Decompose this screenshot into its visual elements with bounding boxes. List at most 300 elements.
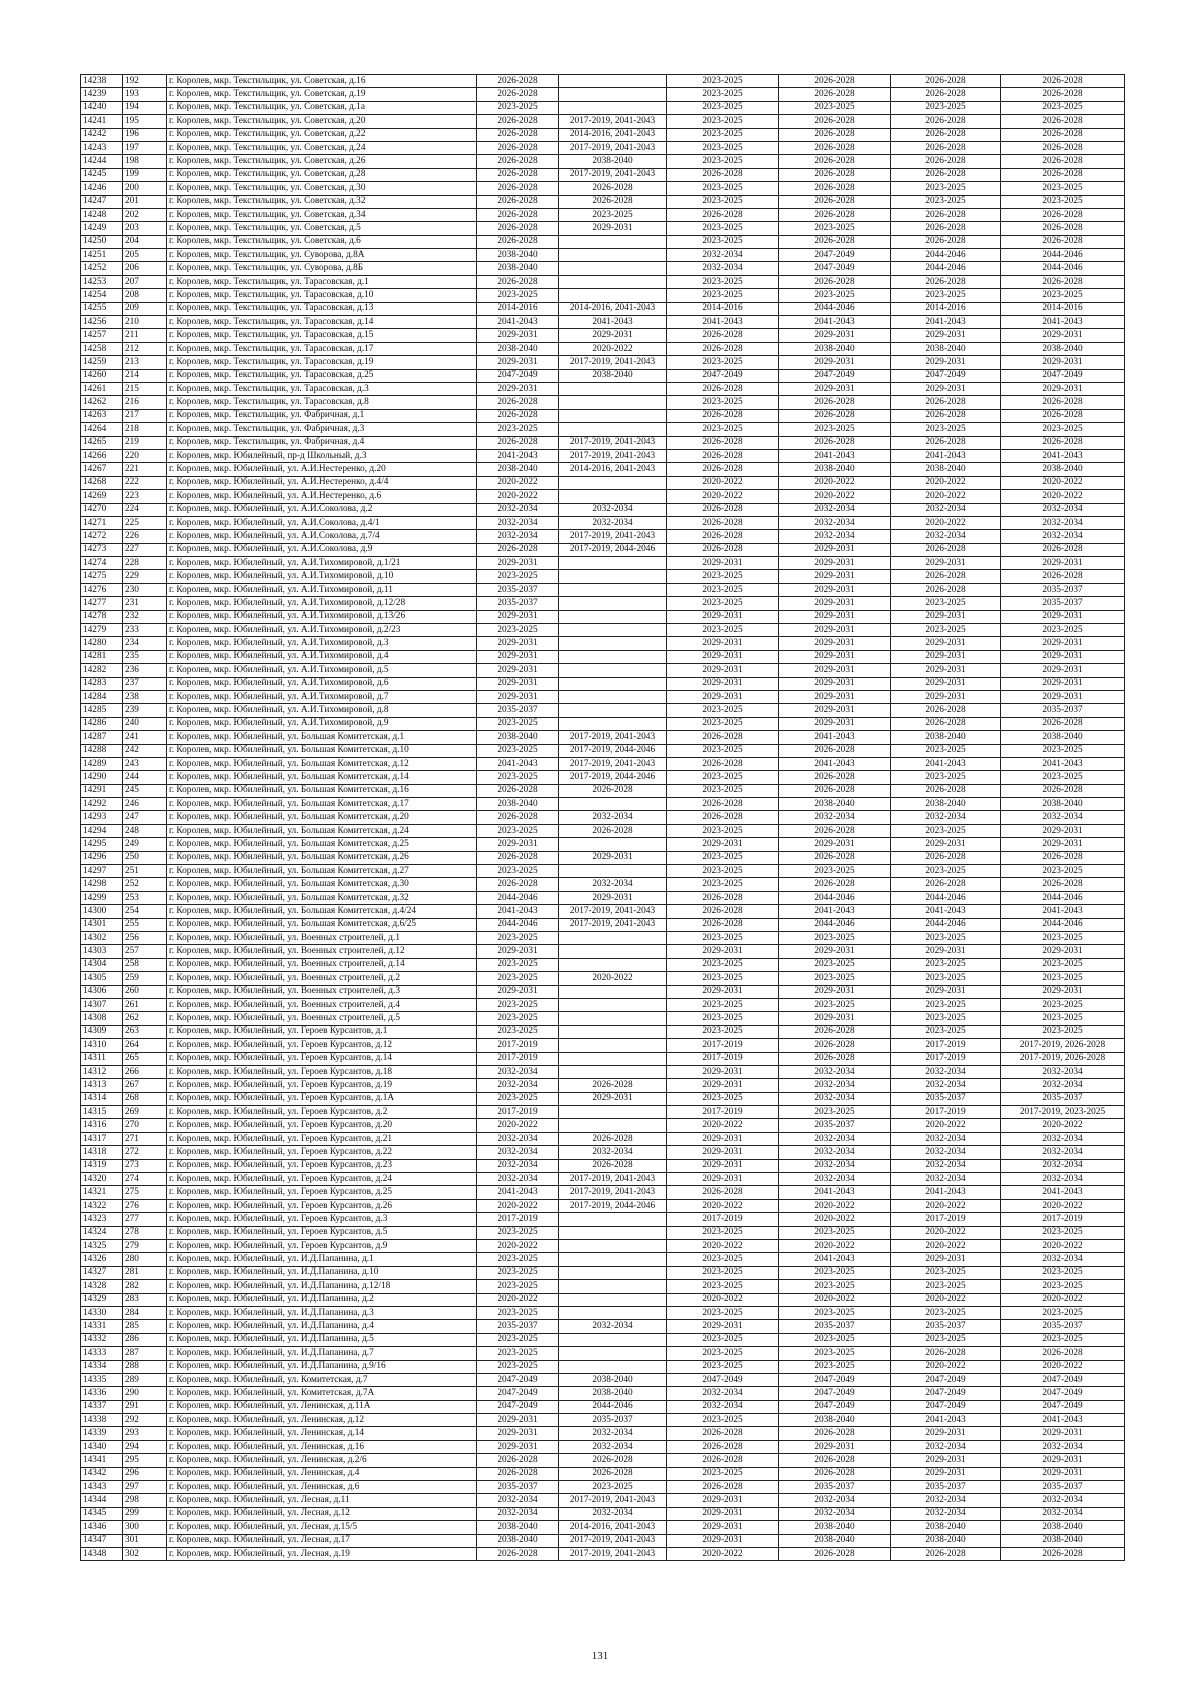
- period-2-cell: 2014-2016, 2041-2043: [559, 463, 667, 476]
- period-4-cell: 2026-2028: [779, 1547, 891, 1560]
- period-6-cell: 2032-2034: [1001, 811, 1125, 824]
- period-4-cell: 2032-2034: [779, 503, 891, 516]
- address-cell: г. Королев, мкр. Текстильщик, ул. Тарасовская, д.8: [167, 396, 477, 409]
- address-cell: г. Королев, мкр. Юбилейный, ул. Героев Курсантов, д.9: [167, 1239, 477, 1252]
- row-id-cell: 14347: [81, 1534, 123, 1547]
- period-6-cell: 2041-2043: [1001, 757, 1125, 770]
- period-6-cell: 2035-2037: [1001, 704, 1125, 717]
- period-6-cell: 2044-2046: [1001, 918, 1125, 931]
- table-row: [81, 905, 1125, 918]
- period-5-cell: 2032-2034: [891, 1132, 1001, 1145]
- row-id-cell: 14285: [81, 704, 123, 717]
- row-number-cell: 288: [123, 1360, 167, 1373]
- row-number-cell: 279: [123, 1239, 167, 1252]
- table-row: [81, 824, 1125, 837]
- period-2-cell: 2017-2019, 2041-2043: [559, 168, 667, 181]
- period-4-cell: 2023-2025: [779, 1280, 891, 1293]
- address-cell: г. Королев, мкр. Юбилейный, ул. Лесная, д.12: [167, 1507, 477, 1520]
- row-number-cell: 267: [123, 1079, 167, 1092]
- row-number-cell: 282: [123, 1280, 167, 1293]
- period-4-cell: 2047-2049: [779, 262, 891, 275]
- row-id-cell: 14298: [81, 878, 123, 891]
- period-6-cell: 2038-2040: [1001, 1534, 1125, 1547]
- row-id-cell: 14241: [81, 115, 123, 128]
- period-4-cell: 2020-2022: [779, 476, 891, 489]
- period-3-cell: 2026-2028: [667, 918, 779, 931]
- period-2-cell: [559, 396, 667, 409]
- address-cell: г. Королев, мкр. Юбилейный, ул. Большая Комитетская, д.12: [167, 757, 477, 770]
- row-number-cell: 301: [123, 1534, 167, 1547]
- period-1-cell: 2038-2040: [477, 342, 559, 355]
- row-id-cell: 14323: [81, 1213, 123, 1226]
- period-6-cell: 2023-2025: [1001, 182, 1125, 195]
- row-number-cell: 272: [123, 1146, 167, 1159]
- period-3-cell: 2026-2028: [667, 543, 779, 556]
- period-3-cell: 2029-2031: [667, 1159, 779, 1172]
- table-row: [81, 1481, 1125, 1494]
- period-2-cell: [559, 677, 667, 690]
- period-6-cell: 2038-2040: [1001, 463, 1125, 476]
- address-cell: г. Королев, мкр. Юбилейный, ул. Лесная, д.17: [167, 1534, 477, 1547]
- row-number-cell: 271: [123, 1132, 167, 1145]
- period-2-cell: [559, 1239, 667, 1252]
- period-5-cell: 2023-2025: [891, 958, 1001, 971]
- row-number-cell: 296: [123, 1467, 167, 1480]
- period-4-cell: 2038-2040: [779, 342, 891, 355]
- period-5-cell: 2047-2049: [891, 369, 1001, 382]
- period-3-cell: 2023-2025: [667, 1226, 779, 1239]
- period-4-cell: 2041-2043: [779, 1186, 891, 1199]
- period-2-cell: 2032-2034: [559, 516, 667, 529]
- period-5-cell: 2032-2034: [891, 503, 1001, 516]
- row-number-cell: 252: [123, 878, 167, 891]
- period-5-cell: 2038-2040: [891, 463, 1001, 476]
- period-5-cell: 2026-2028: [891, 436, 1001, 449]
- period-6-cell: 2032-2034: [1001, 1494, 1125, 1507]
- period-4-cell: 2044-2046: [779, 891, 891, 904]
- address-cell: г. Королев, мкр. Юбилейный, ул. Героев Курсантов, д.2: [167, 1106, 477, 1119]
- table-row: [81, 1065, 1125, 1078]
- row-id-cell: 14274: [81, 557, 123, 570]
- period-2-cell: [559, 932, 667, 945]
- address-cell: г. Королев, мкр. Юбилейный, ул. И.Д.Папанина, д.3: [167, 1306, 477, 1319]
- period-5-cell: 2023-2025: [891, 932, 1001, 945]
- period-4-cell: 2023-2025: [779, 1106, 891, 1119]
- period-3-cell: 2023-2025: [667, 1025, 779, 1038]
- period-5-cell: 2041-2043: [891, 316, 1001, 329]
- period-4-cell: 2023-2025: [779, 1266, 891, 1279]
- address-cell: г. Королев, мкр. Юбилейный, ул. Героев Курсантов, д.14: [167, 1052, 477, 1065]
- row-id-cell: 14278: [81, 610, 123, 623]
- period-5-cell: 2020-2022: [891, 1293, 1001, 1306]
- period-2-cell: 2017-2019, 2041-2043: [559, 1534, 667, 1547]
- address-cell: г. Королев, мкр. Юбилейный, ул. А.И.Нестеренко, д.20: [167, 463, 477, 476]
- period-5-cell: 2032-2034: [891, 1507, 1001, 1520]
- period-6-cell: 2023-2025: [1001, 1025, 1125, 1038]
- period-5-cell: 2029-2031: [891, 637, 1001, 650]
- period-2-cell: [559, 664, 667, 677]
- period-4-cell: 2047-2049: [779, 1373, 891, 1386]
- period-2-cell: 2032-2034: [559, 1440, 667, 1453]
- row-number-cell: 269: [123, 1106, 167, 1119]
- address-cell: г. Королев, мкр. Юбилейный, ул. Ленинская, д.16: [167, 1440, 477, 1453]
- row-id-cell: 14302: [81, 932, 123, 945]
- period-3-cell: 2023-2025: [667, 1280, 779, 1293]
- period-3-cell: 2023-2025: [667, 1253, 779, 1266]
- period-6-cell: 2029-2031: [1001, 329, 1125, 342]
- address-cell: г. Королев, мкр. Юбилейный, ул. Героев Курсантов, д.20: [167, 1119, 477, 1132]
- period-1-cell: 2032-2034: [477, 1132, 559, 1145]
- period-4-cell: 2026-2028: [779, 128, 891, 141]
- row-number-cell: 280: [123, 1253, 167, 1266]
- period-3-cell: 2020-2022: [667, 1293, 779, 1306]
- period-6-cell: 2020-2022: [1001, 1199, 1125, 1212]
- period-3-cell: 2026-2028: [667, 382, 779, 395]
- period-5-cell: 2020-2022: [891, 516, 1001, 529]
- period-6-cell: 2026-2028: [1001, 436, 1125, 449]
- period-2-cell: [559, 1052, 667, 1065]
- period-5-cell: 2020-2022: [891, 1226, 1001, 1239]
- period-6-cell: 2026-2028: [1001, 275, 1125, 288]
- period-2-cell: [559, 1106, 667, 1119]
- period-4-cell: 2026-2028: [779, 1467, 891, 1480]
- period-1-cell: 2032-2034: [477, 1159, 559, 1172]
- period-4-cell: 2026-2028: [779, 396, 891, 409]
- period-1-cell: 2047-2049: [477, 369, 559, 382]
- period-6-cell: 2038-2040: [1001, 798, 1125, 811]
- period-4-cell: 2041-2043: [779, 731, 891, 744]
- row-number-cell: 258: [123, 958, 167, 971]
- period-5-cell: 2017-2019: [891, 1039, 1001, 1052]
- row-id-cell: 14328: [81, 1280, 123, 1293]
- table-row: [81, 784, 1125, 797]
- period-3-cell: 2029-2031: [667, 1146, 779, 1159]
- table-row: [81, 356, 1125, 369]
- period-4-cell: 2023-2025: [779, 1333, 891, 1346]
- address-cell: г. Королев, мкр. Текстильщик, ул. Тарасовская, д.19: [167, 356, 477, 369]
- period-2-cell: 2044-2046: [559, 1400, 667, 1413]
- table-row: [81, 664, 1125, 677]
- row-id-cell: 14243: [81, 141, 123, 154]
- period-1-cell: 2041-2043: [477, 905, 559, 918]
- table-row: [81, 449, 1125, 462]
- row-number-cell: 261: [123, 998, 167, 1011]
- period-3-cell: 2023-2025: [667, 155, 779, 168]
- period-5-cell: 2020-2022: [891, 1360, 1001, 1373]
- table-row: [81, 543, 1125, 556]
- period-4-cell: 2026-2028: [779, 409, 891, 422]
- period-5-cell: 2026-2028: [891, 208, 1001, 221]
- row-number-cell: 255: [123, 918, 167, 931]
- period-3-cell: 2023-2025: [667, 865, 779, 878]
- address-cell: г. Королев, мкр. Текстильщик, ул. Тарасовская, д.17: [167, 342, 477, 355]
- period-3-cell: 2023-2025: [667, 88, 779, 101]
- period-5-cell: 2023-2025: [891, 744, 1001, 757]
- period-3-cell: 2023-2025: [667, 784, 779, 797]
- row-number-cell: 193: [123, 88, 167, 101]
- row-id-cell: 14334: [81, 1360, 123, 1373]
- period-1-cell: 2029-2031: [477, 382, 559, 395]
- row-id-cell: 14329: [81, 1293, 123, 1306]
- address-cell: г. Королев, мкр. Юбилейный, ул. А.И.Тихомировой, д.12/28: [167, 597, 477, 610]
- period-4-cell: 2038-2040: [779, 1414, 891, 1427]
- table-row: [81, 1280, 1125, 1293]
- period-5-cell: 2029-2031: [891, 664, 1001, 677]
- period-1-cell: 2029-2031: [477, 329, 559, 342]
- period-4-cell: 2029-2031: [779, 664, 891, 677]
- period-1-cell: 2029-2031: [477, 690, 559, 703]
- row-number-cell: 230: [123, 583, 167, 596]
- row-id-cell: 14316: [81, 1119, 123, 1132]
- row-id-cell: 14275: [81, 570, 123, 583]
- address-cell: г. Королев, мкр. Текстильщик, ул. Фабричная, д.4: [167, 436, 477, 449]
- period-2-cell: [559, 704, 667, 717]
- row-number-cell: 218: [123, 423, 167, 436]
- period-5-cell: 2044-2046: [891, 262, 1001, 275]
- period-3-cell: 2029-2031: [667, 838, 779, 851]
- row-number-cell: 238: [123, 690, 167, 703]
- period-5-cell: 2023-2025: [891, 824, 1001, 837]
- table-row: [81, 115, 1125, 128]
- period-3-cell: 2023-2025: [667, 396, 779, 409]
- period-5-cell: 2023-2025: [891, 1306, 1001, 1319]
- address-cell: г. Королев, мкр. Юбилейный, ул. Ленинская, д.6: [167, 1481, 477, 1494]
- row-id-cell: 14256: [81, 316, 123, 329]
- row-id-cell: 14296: [81, 851, 123, 864]
- table-row: [81, 1521, 1125, 1534]
- row-number-cell: 195: [123, 115, 167, 128]
- period-2-cell: 2017-2019, 2041-2043: [559, 530, 667, 543]
- period-5-cell: 2047-2049: [891, 1373, 1001, 1386]
- period-1-cell: 2026-2028: [477, 1547, 559, 1560]
- period-2-cell: 2017-2019, 2044-2046: [559, 744, 667, 757]
- period-4-cell: 2029-2031: [779, 637, 891, 650]
- period-5-cell: 2029-2031: [891, 557, 1001, 570]
- period-1-cell: 2038-2040: [477, 1534, 559, 1547]
- period-6-cell: 2038-2040: [1001, 731, 1125, 744]
- period-3-cell: 2029-2031: [667, 985, 779, 998]
- table-row: [81, 677, 1125, 690]
- period-3-cell: 2029-2031: [667, 1521, 779, 1534]
- address-cell: г. Королев, мкр. Юбилейный, ул. Военных строителей, д.3: [167, 985, 477, 998]
- period-4-cell: 2023-2025: [779, 998, 891, 1011]
- period-5-cell: 2029-2031: [891, 356, 1001, 369]
- address-cell: г. Королев, мкр. Юбилейный, ул. А.И.Тихомировой, д.4: [167, 650, 477, 663]
- period-5-cell: 2026-2028: [891, 570, 1001, 583]
- period-2-cell: 2017-2019, 2041-2043: [559, 115, 667, 128]
- row-id-cell: 14314: [81, 1092, 123, 1105]
- address-cell: г. Королев, мкр. Текстильщик, ул. Советская, д.32: [167, 195, 477, 208]
- address-cell: г. Королев, мкр. Юбилейный, ул. А.И.Тихомировой, д.9: [167, 717, 477, 730]
- period-3-cell: 2023-2025: [667, 182, 779, 195]
- period-2-cell: 2017-2019, 2044-2046: [559, 771, 667, 784]
- address-cell: г. Королев, мкр. Текстильщик, ул. Советская, д.26: [167, 155, 477, 168]
- row-id-cell: 14317: [81, 1132, 123, 1145]
- period-3-cell: 2017-2019: [667, 1106, 779, 1119]
- period-4-cell: 2029-2031: [779, 690, 891, 703]
- row-id-cell: 14287: [81, 731, 123, 744]
- table-row: [81, 757, 1125, 770]
- row-number-cell: 289: [123, 1373, 167, 1386]
- address-cell: г. Королев, мкр. Юбилейный, ул. Ленинская, д.2/6: [167, 1454, 477, 1467]
- table-row: [81, 195, 1125, 208]
- period-1-cell: 2044-2046: [477, 918, 559, 931]
- period-3-cell: 2023-2025: [667, 1333, 779, 1346]
- period-3-cell: 2029-2031: [667, 945, 779, 958]
- row-number-cell: 293: [123, 1427, 167, 1440]
- period-3-cell: 2023-2025: [667, 878, 779, 891]
- table-row: [81, 1079, 1125, 1092]
- row-id-cell: 14304: [81, 958, 123, 971]
- period-2-cell: [559, 490, 667, 503]
- period-1-cell: 2014-2016: [477, 302, 559, 315]
- period-3-cell: 2026-2028: [667, 409, 779, 422]
- address-cell: г. Королев, мкр. Текстильщик, ул. Суворова, д.8Б: [167, 262, 477, 275]
- row-number-cell: 291: [123, 1400, 167, 1413]
- period-5-cell: 2020-2022: [891, 490, 1001, 503]
- period-2-cell: [559, 865, 667, 878]
- period-2-cell: 2014-2016, 2041-2043: [559, 302, 667, 315]
- table-row: [81, 771, 1125, 784]
- period-4-cell: 2029-2031: [779, 1440, 891, 1453]
- period-6-cell: 2023-2025: [1001, 423, 1125, 436]
- table-row: [81, 382, 1125, 395]
- period-1-cell: 2032-2034: [477, 503, 559, 516]
- row-number-cell: 197: [123, 141, 167, 154]
- row-id-cell: 14331: [81, 1320, 123, 1333]
- address-cell: г. Королев, мкр. Юбилейный, ул. Военных строителей, д.5: [167, 1012, 477, 1025]
- address-cell: г. Королев, мкр. Юбилейный, ул. Военных строителей, д.4: [167, 998, 477, 1011]
- table-row: [81, 1146, 1125, 1159]
- row-id-cell: 14269: [81, 490, 123, 503]
- schedule-table: [80, 74, 1125, 1561]
- period-4-cell: 2029-2031: [779, 356, 891, 369]
- period-1-cell: 2026-2028: [477, 168, 559, 181]
- period-5-cell: 2026-2028: [891, 851, 1001, 864]
- period-4-cell: 2029-2031: [779, 610, 891, 623]
- row-number-cell: 233: [123, 624, 167, 637]
- period-6-cell: 2026-2028: [1001, 1547, 1125, 1560]
- period-1-cell: 2023-2025: [477, 717, 559, 730]
- period-3-cell: 2029-2031: [667, 1534, 779, 1547]
- address-cell: г. Королев, мкр. Юбилейный, ул. Большая Комитетская, д.20: [167, 811, 477, 824]
- address-cell: г. Королев, мкр. Юбилейный, ул. И.Д.Папанина, д.12/18: [167, 1280, 477, 1293]
- period-1-cell: 2029-2031: [477, 664, 559, 677]
- period-5-cell: 2026-2028: [891, 88, 1001, 101]
- period-1-cell: 2020-2022: [477, 1199, 559, 1212]
- period-3-cell: 2047-2049: [667, 369, 779, 382]
- period-1-cell: 2038-2040: [477, 1521, 559, 1534]
- period-2-cell: 2023-2025: [559, 1481, 667, 1494]
- row-number-cell: 300: [123, 1521, 167, 1534]
- address-cell: г. Королев, мкр. Юбилейный, ул. А.И.Соколова, д.4/1: [167, 516, 477, 529]
- period-4-cell: 2026-2028: [779, 208, 891, 221]
- period-4-cell: 2029-2031: [779, 583, 891, 596]
- period-1-cell: 2026-2028: [477, 784, 559, 797]
- table-row: [81, 222, 1125, 235]
- address-cell: г. Королев, мкр. Юбилейный, ул. А.И.Соколова, д.7/4: [167, 530, 477, 543]
- row-number-cell: 299: [123, 1507, 167, 1520]
- row-number-cell: 223: [123, 490, 167, 503]
- table-row: [81, 1333, 1125, 1346]
- row-id-cell: 14344: [81, 1494, 123, 1507]
- address-cell: г. Королев, мкр. Юбилейный, ул. И.Д.Папанина, д.9/16: [167, 1360, 477, 1373]
- period-2-cell: 2038-2040: [559, 155, 667, 168]
- row-number-cell: 292: [123, 1414, 167, 1427]
- period-1-cell: 2026-2028: [477, 811, 559, 824]
- period-2-cell: 2038-2040: [559, 1373, 667, 1386]
- row-id-cell: 14289: [81, 757, 123, 770]
- table-row: [81, 249, 1125, 262]
- period-6-cell: 2038-2040: [1001, 342, 1125, 355]
- address-cell: г. Королев, мкр. Юбилейный, ул. Героев Курсантов, д.26: [167, 1199, 477, 1212]
- period-5-cell: 2038-2040: [891, 1521, 1001, 1534]
- period-2-cell: 2035-2037: [559, 1414, 667, 1427]
- table-row: [81, 1253, 1125, 1266]
- row-id-cell: 14322: [81, 1199, 123, 1212]
- period-3-cell: 2023-2025: [667, 624, 779, 637]
- address-cell: г. Королев, мкр. Юбилейный, ул. Героев Курсантов, д.23: [167, 1159, 477, 1172]
- row-number-cell: 259: [123, 972, 167, 985]
- period-4-cell: 2026-2028: [779, 115, 891, 128]
- period-2-cell: 2026-2028: [559, 784, 667, 797]
- table-row: [81, 717, 1125, 730]
- period-1-cell: 2017-2019: [477, 1039, 559, 1052]
- period-6-cell: 2041-2043: [1001, 449, 1125, 462]
- period-6-cell: 2047-2049: [1001, 369, 1125, 382]
- table-row: [81, 932, 1125, 945]
- period-2-cell: 2029-2031: [559, 851, 667, 864]
- row-id-cell: 14337: [81, 1400, 123, 1413]
- period-5-cell: 2017-2019: [891, 1106, 1001, 1119]
- address-cell: г. Королев, мкр. Текстильщик, ул. Тарасовская, д.3: [167, 382, 477, 395]
- period-3-cell: 2020-2022: [667, 1547, 779, 1560]
- period-6-cell: 2029-2031: [1001, 664, 1125, 677]
- table-row: [81, 503, 1125, 516]
- period-1-cell: 2023-2025: [477, 570, 559, 583]
- period-5-cell: 2026-2028: [891, 717, 1001, 730]
- row-number-cell: 206: [123, 262, 167, 275]
- row-id-cell: 14263: [81, 409, 123, 422]
- table-row: [81, 891, 1125, 904]
- row-id-cell: 14310: [81, 1039, 123, 1052]
- row-id-cell: 14333: [81, 1347, 123, 1360]
- period-6-cell: 2029-2031: [1001, 1427, 1125, 1440]
- period-2-cell: [559, 1266, 667, 1279]
- period-6-cell: 2029-2031: [1001, 1454, 1125, 1467]
- row-number-cell: 228: [123, 557, 167, 570]
- period-5-cell: 2023-2025: [891, 195, 1001, 208]
- address-cell: г. Королев, мкр. Юбилейный, ул. И.Д.Папанина, д.4: [167, 1320, 477, 1333]
- address-cell: г. Королев, мкр. Текстильщик, ул. Суворова, д.8А: [167, 249, 477, 262]
- address-cell: г. Королев, мкр. Юбилейный, ул. Героев Курсантов, д.22: [167, 1146, 477, 1159]
- address-cell: г. Королев, мкр. Юбилейный, ул. Большая Комитетская, д.30: [167, 878, 477, 891]
- row-id-cell: 14280: [81, 637, 123, 650]
- period-2-cell: [559, 958, 667, 971]
- period-4-cell: 2020-2022: [779, 490, 891, 503]
- period-6-cell: 2023-2025: [1001, 1280, 1125, 1293]
- period-6-cell: 2014-2016: [1001, 302, 1125, 315]
- period-1-cell: 2023-2025: [477, 744, 559, 757]
- period-3-cell: 2023-2025: [667, 851, 779, 864]
- period-3-cell: 2023-2025: [667, 1360, 779, 1373]
- address-cell: г. Королев, мкр. Юбилейный, ул. И.Д.Папанина, д.2: [167, 1293, 477, 1306]
- period-5-cell: 2032-2034: [891, 1494, 1001, 1507]
- period-3-cell: 2023-2025: [667, 1414, 779, 1427]
- table-row: [81, 838, 1125, 851]
- row-number-cell: 286: [123, 1333, 167, 1346]
- period-5-cell: 2026-2028: [891, 155, 1001, 168]
